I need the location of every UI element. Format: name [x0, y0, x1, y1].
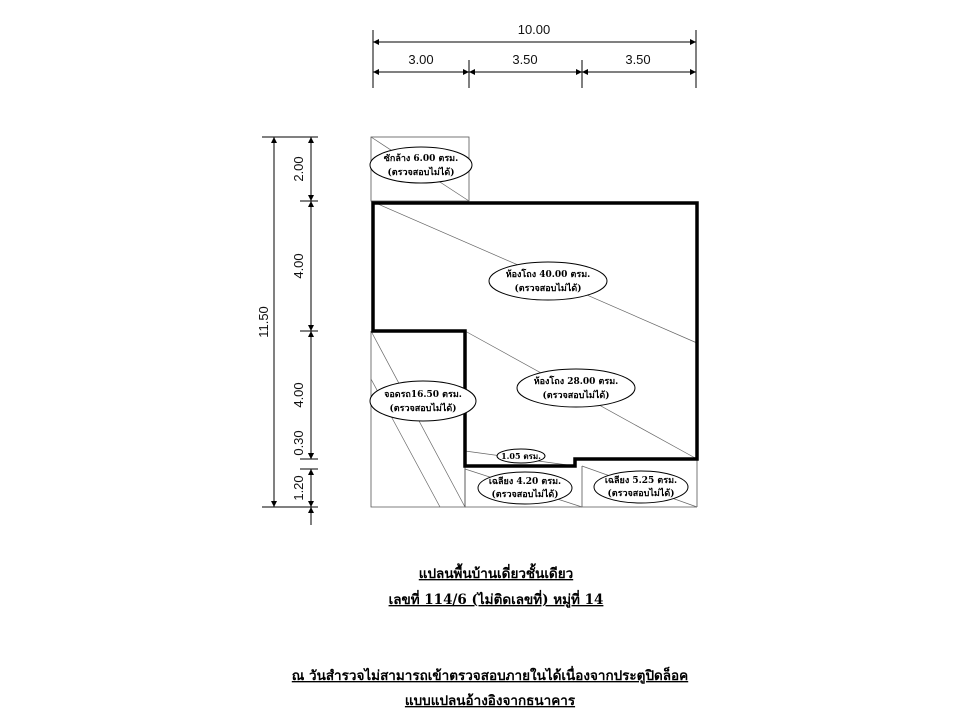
caption-title: แปลนพื้นบ้านเดี่ยวชั้นเดียว — [418, 566, 574, 582]
room-porch-1-name: เฉลียง 4.20 ตรม. — [488, 477, 562, 487]
room-porch-2 — [594, 471, 688, 503]
room-porch-1 — [478, 472, 572, 504]
room-hall-2-note: (ตรวจสอบไม่ได้) — [542, 391, 610, 401]
room-laundry — [370, 147, 472, 183]
room-hall-2-name: ห้องโถง 28.00 ตรม. — [533, 377, 619, 387]
dim-total-width: 10.00 — [517, 22, 551, 37]
caption-note-line1: ณ วันสำรวจไม่สามารถเข้าตรวจสอบภายในได้เนื่องจากประตูปิดล็อค — [291, 668, 689, 684]
house-outline — [373, 203, 697, 466]
dim-total-height: 11.50 — [256, 306, 271, 338]
room-laundry-note: (ตรวจสอบไม่ได้) — [387, 168, 455, 178]
dim-width-2: 3.50 — [512, 52, 538, 67]
room-laundry-name: ซักล้าง 6.00 ตรม. — [383, 154, 459, 164]
room-small-area — [497, 449, 545, 463]
dim-height-2: 4.00 — [291, 253, 306, 279]
room-carport-note: (ตรวจสอบไม่ได้) — [389, 404, 457, 414]
room-porch-2-name: เฉลียง 5.25 ตรม. — [604, 476, 678, 486]
room-carport — [370, 381, 476, 421]
dim-width-3: 3.50 — [625, 52, 651, 67]
room-small-area-name: 1.05 ตรม. — [501, 451, 541, 461]
room-hall-1-name: ห้องโถง 40.00 ตรม. — [505, 270, 591, 280]
dim-height-5: 1.20 — [291, 475, 306, 501]
room-porch-1-note: (ตรวจสอบไม่ได้) — [491, 490, 559, 500]
room-porch-2-note: (ตรวจสอบไม่ได้) — [607, 489, 675, 499]
room-hall-1 — [489, 262, 607, 300]
dim-height-4: 0.30 — [291, 430, 306, 456]
dim-height-1: 2.00 — [291, 156, 306, 182]
dim-height-3: 4.00 — [291, 382, 306, 408]
room-carport-name: จอดรถ16.50 ตรม. — [384, 390, 462, 400]
room-hall-2 — [517, 369, 635, 407]
dim-width-1: 3.00 — [408, 52, 434, 67]
room-hall-1-note: (ตรวจสอบไม่ได้) — [514, 284, 582, 294]
caption-address: เลขที่ 114/6 (ไม่ติดเลขที่) หมู่ที่ 14 — [388, 592, 604, 608]
caption-note-line2: แบบแปลนอ้างอิงจากธนาคาร — [404, 693, 576, 709]
